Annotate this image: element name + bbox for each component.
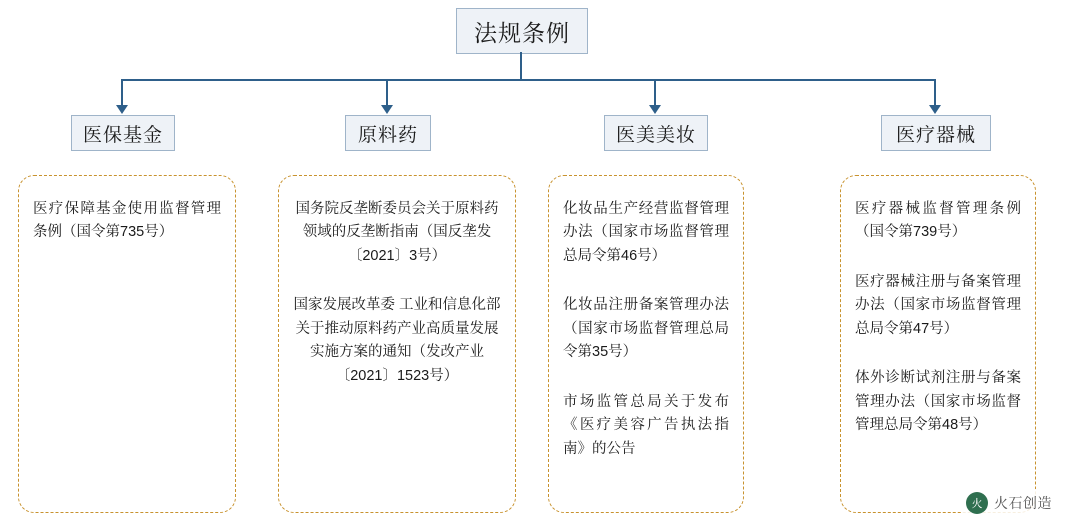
category-panel-devices [840, 175, 1036, 513]
connector-drop-1 [121, 81, 123, 107]
watermark-badge [962, 489, 1060, 517]
category-header-api: 原料药 [345, 115, 431, 151]
regulation-item: 市场监管总局关于发布《医疗美容广告执法指南》的公告 [563, 393, 729, 457]
connector-root-stem [520, 52, 522, 80]
connector-drop-4 [934, 81, 936, 107]
regulation-item: 化妆品生产经营监督管理办法（国家市场监督管理总局令第46号） [563, 201, 729, 264]
regulation-item: 国家发展改革委 工业和信息化部关于推动原料药产业高质量发展实施方案的通知（发改产业〔2021〕1523号） [293, 297, 501, 384]
regulation-item: 体外诊断试剂注册与备案管理办法（国家市场监督管理总局令第48号） [855, 370, 1021, 434]
arrow-head-icon-1 [116, 105, 128, 114]
category-header-medical-insurance: 医保基金 [71, 115, 175, 151]
arrow-head-icon-4 [929, 105, 941, 114]
arrow-head-icon-3 [649, 105, 661, 114]
regulation-item: 医疗器械注册与备案管理办法（国家市场监督管理总局令第47号） [855, 273, 1021, 337]
watermark-label: 火石创造 [994, 495, 1052, 511]
category-panel-api [278, 175, 516, 513]
connector-drop-3 [654, 81, 656, 107]
connector-horizontal-bus [121, 79, 936, 81]
category-header-devices: 医疗器械 [881, 115, 991, 151]
regulation-item: 国务院反垄断委员会关于原料药领域的反垄断指南（国反垄发〔2021〕3号） [295, 201, 499, 264]
regulation-item: 医疗器械监督管理条例（国令第739号） [855, 201, 1021, 241]
arrow-head-icon-2 [381, 105, 393, 114]
regulation-item: 化妆品注册备案管理办法（国家市场监督管理总局令第35号） [563, 297, 729, 361]
category-panel-medical-insurance [18, 175, 236, 513]
category-header-aesthetic: 医美美妆 [604, 115, 708, 151]
root-node: 法规条例 [456, 8, 588, 54]
category-panel-aesthetic [548, 175, 744, 513]
regulation-item: 医疗保障基金使用监督管理条例（国令第735号） [33, 201, 221, 241]
flame-logo-icon: 火 [966, 492, 988, 514]
connector-drop-2 [386, 81, 388, 107]
